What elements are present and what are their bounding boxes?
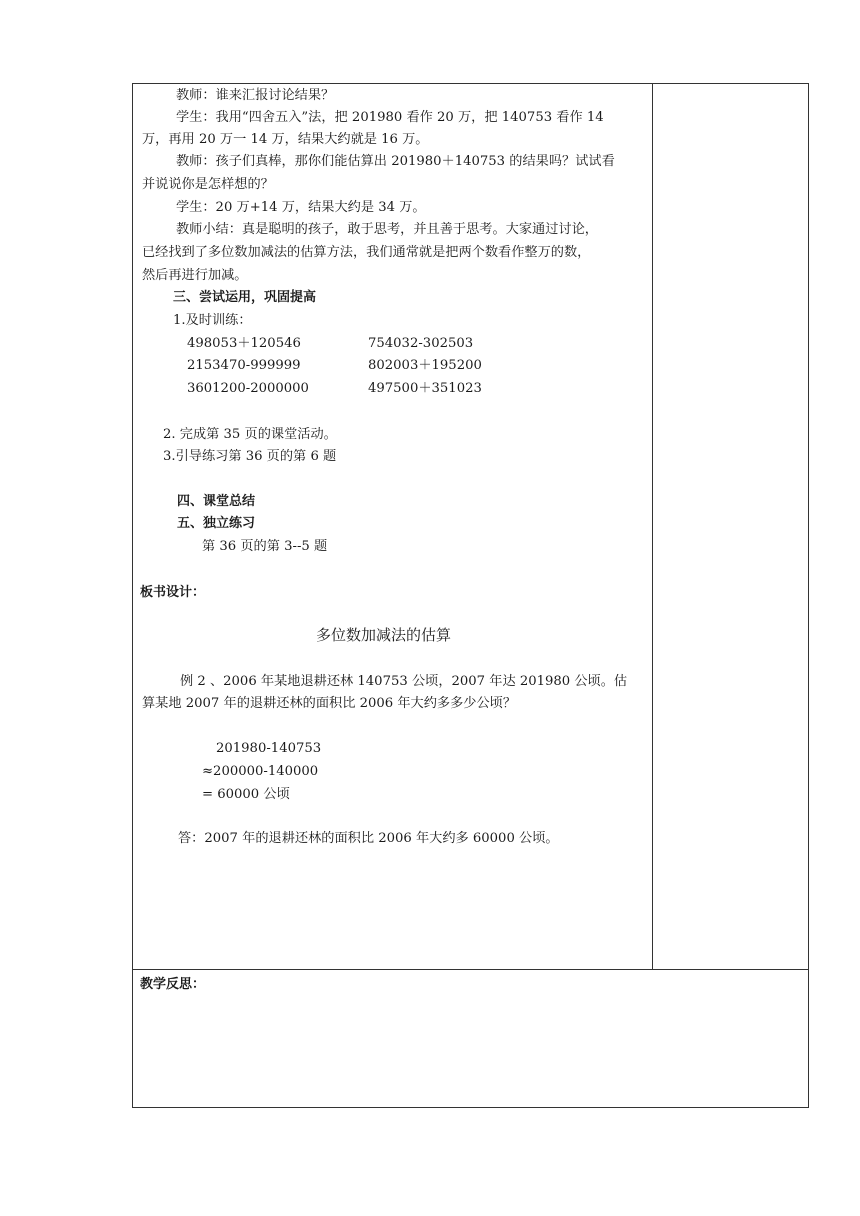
section5-content: 第 36 页的第 3--5 题 [202,539,328,554]
board-design-label: 板书设计： [140,585,206,600]
section4-heading: 四、课堂总结 [177,494,256,509]
calc-line-3: = 60000 公顷 [202,787,290,802]
student-answer-add: 学生：20 万+14 万，结果大约是 34 万。 [176,200,426,215]
section3-heading: 三、尝试运用，巩固提高 [173,290,317,305]
row-divider [132,969,809,970]
exercise-cell: 2153470-999999 [187,358,301,373]
calc-line-1: 201980-140753 [216,741,322,756]
teacher-summary-line-3: 然后再进行加减。 [142,268,248,283]
example-line-2: 算某地 2007 年的退耕还林的面积比 2006 年大约多多少公顷？ [142,696,517,711]
column-divider [652,83,653,970]
section3-item1: 1.及时训练： [173,313,252,328]
exercise-cell: 3601200-2000000 [187,381,309,396]
exercise-cell: 754032-302503 [368,336,474,351]
student-answer-line-2: 万，再用 20 万一 14 万，结果大约就是 16 万。 [142,132,429,147]
teacher-summary-line-1: 教师小结：真是聪明的孩子，敢于思考，并且善于思考。大家通过讨论， [176,222,598,237]
student-answer-line-1: 学生：我用“四舍五入”法，把 201980 看作 20 万，把 140753 看作 14 [176,110,604,125]
exercise-cell: 498053＋120546 [187,336,301,351]
exercise-cell: 497500＋351023 [368,381,482,396]
exercise-cell: 802003＋195200 [368,358,482,373]
example-line-1: 例 2 、2006 年某地退耕还林 140753 公顷，2007 年达 201980 公顷。估 [180,674,628,689]
board-title: 多位数加减法的估算 [316,626,452,644]
section5-heading: 五、独立练习 [177,516,256,531]
teacher-ask-report: 教师：谁来汇报讨论结果？ [176,88,335,103]
teacher-ask-add-line-2: 并说说你是怎样想的？ [142,177,274,192]
teacher-ask-add-line-1: 教师：孩子们真棒，那你们能估算出 201980＋140753 的结果吗？试试看 [176,154,615,169]
section3-item3: 3.引导练习第 36 页的第 6 题 [163,449,337,464]
section3-item2: 2. 完成第 35 页的课堂活动。 [163,427,337,442]
reflection-label: 教学反思： [140,977,206,992]
calc-line-2: ≈200000-140000 [202,764,319,779]
teacher-summary-line-2: 已经找到了多位数加减法的估算方法，我们通常就是把两个数看作整万的数， [142,245,591,260]
answer-text: 答：2007 年的退耕还林的面积比 2006 年大约多 60000 公顷。 [178,831,559,846]
